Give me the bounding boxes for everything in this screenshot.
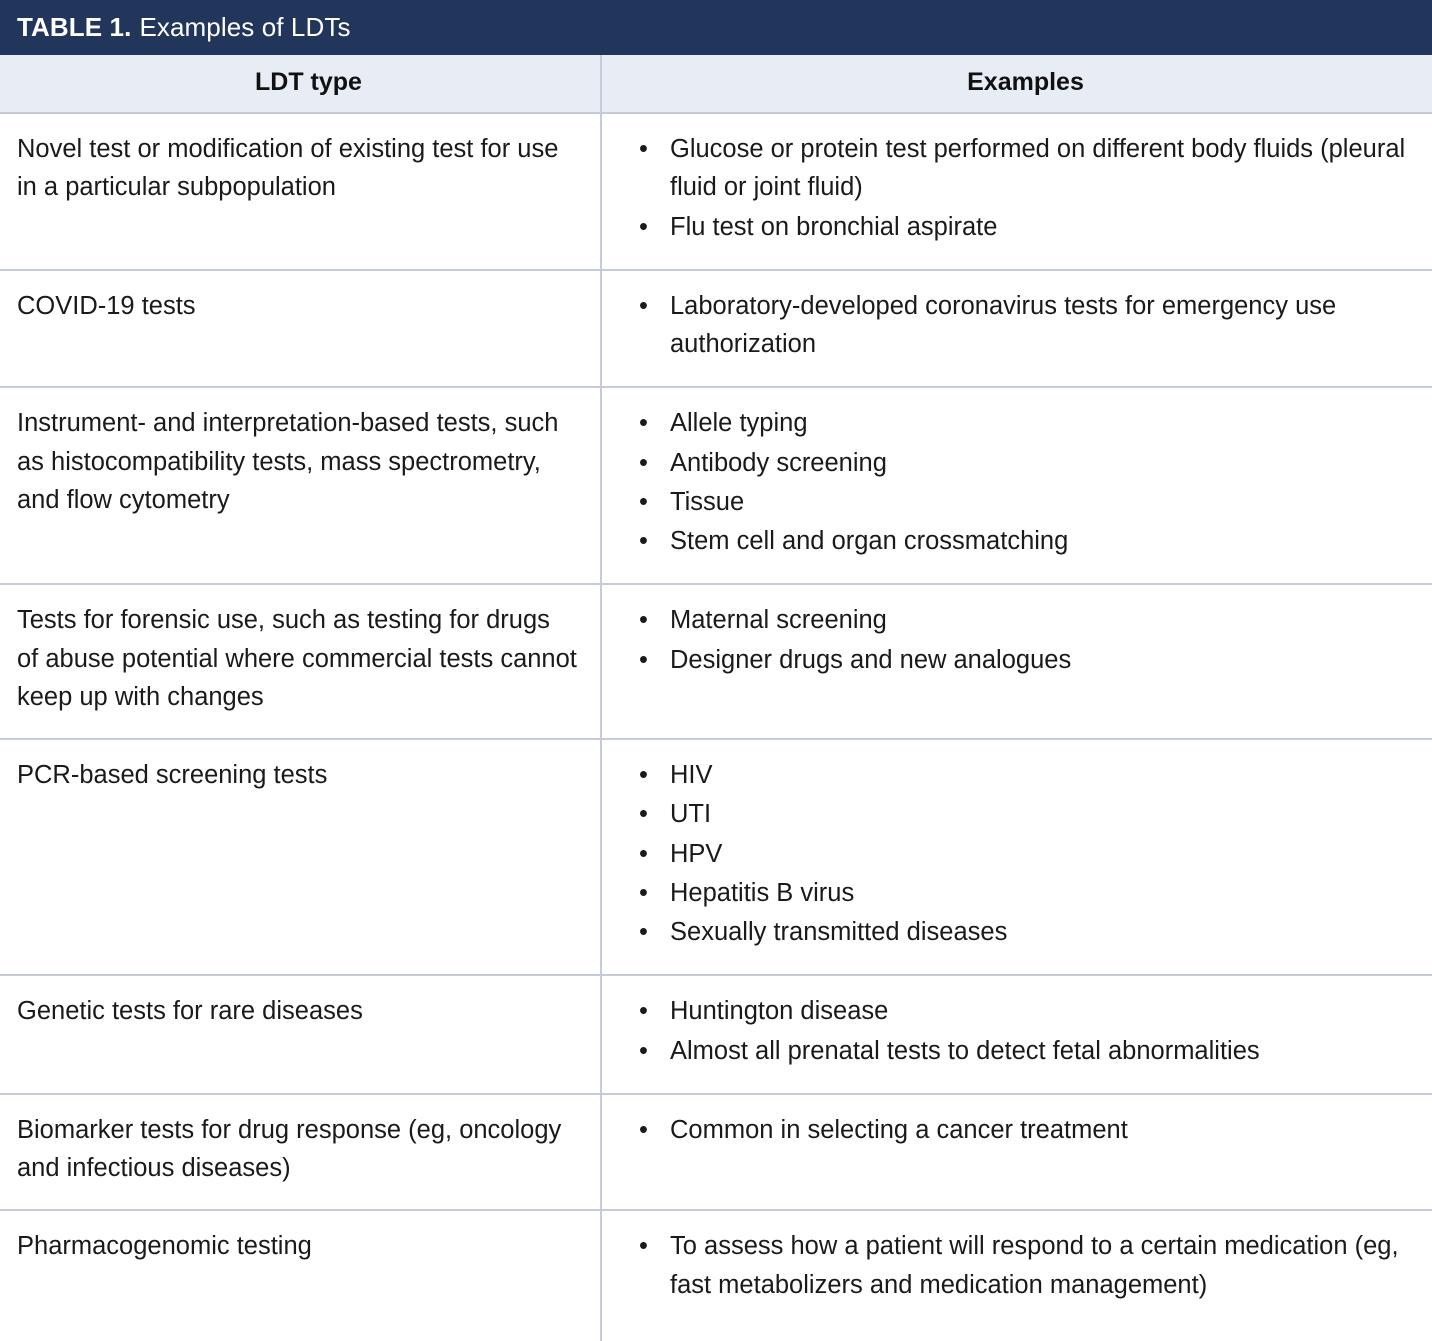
list-item bbox=[619, 1227, 1414, 1304]
list-item-text: HIV bbox=[670, 761, 713, 789]
bullet-icon: • bbox=[639, 606, 648, 635]
cell-ldt-type: Novel test or modification of existing test for use in a particular subpopulation bbox=[0, 113, 601, 270]
bullet-icon: • bbox=[639, 1232, 648, 1261]
list-item-text: Tissue bbox=[670, 487, 745, 516]
list-item bbox=[619, 130, 1414, 207]
table-row bbox=[0, 975, 1432, 1094]
table-row bbox=[0, 1210, 1432, 1341]
bullet-icon: • bbox=[639, 487, 648, 516]
cell-examples bbox=[601, 387, 1432, 584]
list-item bbox=[619, 287, 1414, 364]
bullet-icon: • bbox=[639, 997, 648, 1026]
cell-examples bbox=[601, 739, 1432, 975]
list-item-text: UTI bbox=[670, 800, 712, 829]
cell-ldt-type: COVID-19 tests bbox=[0, 270, 601, 388]
table-row bbox=[0, 584, 1432, 739]
cell-examples bbox=[601, 270, 1432, 388]
cell-examples bbox=[601, 1094, 1432, 1211]
bullet-icon: • bbox=[639, 448, 648, 477]
list-item bbox=[619, 913, 1414, 951]
ldt-examples-table bbox=[0, 55, 1432, 1341]
list-item bbox=[619, 522, 1414, 560]
bullet-icon: • bbox=[639, 527, 648, 555]
column-header-ldt-type: LDT type bbox=[0, 55, 601, 113]
table-body bbox=[0, 113, 1432, 1341]
list-item bbox=[619, 874, 1414, 912]
list-item bbox=[619, 404, 1414, 442]
list-item-text: Maternal screening bbox=[670, 606, 887, 635]
table-header-row bbox=[0, 55, 1432, 113]
list-item bbox=[619, 208, 1414, 246]
cell-ldt-type: Instrument- and interpretation-based tests, such as histocompatibility tests, mass spectrometry, and flow cytometry bbox=[0, 387, 601, 584]
table-title-bar bbox=[0, 0, 1432, 55]
list-item-text: To assess how a patient will respond to a certain medication (eg, fast metabolizers and medication management) bbox=[670, 1232, 1399, 1299]
table-row bbox=[0, 270, 1432, 388]
bullet-icon: • bbox=[639, 878, 648, 907]
bullet-icon: • bbox=[639, 839, 648, 868]
examples-list bbox=[619, 992, 1414, 1070]
list-item bbox=[619, 444, 1414, 482]
list-item bbox=[619, 835, 1414, 873]
examples-list bbox=[619, 1227, 1414, 1304]
cell-ldt-type: PCR-based screening tests bbox=[0, 739, 601, 975]
list-item-text: Glucose or protein test performed on different body fluids (pleural fluid or joint fluid) bbox=[670, 135, 1406, 202]
list-item-text: Sexually transmitted diseases bbox=[670, 918, 1008, 946]
list-item-text: Flu test on bronchial aspirate bbox=[670, 212, 998, 241]
bullet-icon: • bbox=[639, 800, 648, 829]
list-item bbox=[619, 483, 1414, 521]
bullet-icon: • bbox=[639, 291, 648, 320]
list-item-text: HPV bbox=[670, 839, 723, 868]
examples-list bbox=[619, 404, 1414, 560]
examples-list bbox=[619, 130, 1414, 246]
table-row bbox=[0, 387, 1432, 584]
list-item-text: Designer drugs and new analogues bbox=[670, 645, 1072, 674]
bullet-icon: • bbox=[639, 761, 648, 789]
cell-examples bbox=[601, 975, 1432, 1094]
cell-examples bbox=[601, 1210, 1432, 1341]
cell-ldt-type: Genetic tests for rare diseases bbox=[0, 975, 601, 1094]
list-item-text: Allele typing bbox=[670, 409, 808, 438]
list-item-text: Hepatitis B virus bbox=[670, 878, 855, 907]
column-header-examples: Examples bbox=[601, 55, 1432, 113]
list-item bbox=[619, 601, 1414, 639]
examples-list bbox=[619, 601, 1414, 679]
list-item bbox=[619, 756, 1414, 794]
bullet-icon: • bbox=[639, 918, 648, 946]
bullet-icon: • bbox=[639, 212, 648, 241]
bullet-icon: • bbox=[639, 135, 648, 163]
list-item-text: Almost all prenatal tests to detect fetal abnormalities bbox=[670, 1036, 1260, 1065]
table-row bbox=[0, 1094, 1432, 1211]
table-row bbox=[0, 739, 1432, 975]
list-item bbox=[619, 641, 1414, 679]
list-item bbox=[619, 1111, 1414, 1149]
bullet-icon: • bbox=[639, 1036, 648, 1065]
examples-list bbox=[619, 756, 1414, 951]
examples-list bbox=[619, 1111, 1414, 1149]
bullet-icon: • bbox=[639, 1115, 648, 1144]
list-item-text: Stem cell and organ crossmatching bbox=[670, 527, 1069, 555]
table-number-label: TABLE 1. bbox=[17, 12, 132, 42]
list-item-text: Antibody screening bbox=[670, 448, 887, 477]
list-item bbox=[619, 795, 1414, 833]
table-row bbox=[0, 113, 1432, 270]
cell-examples bbox=[601, 584, 1432, 739]
list-item-text: Common in selecting a cancer treatment bbox=[670, 1115, 1128, 1144]
cell-ldt-type: Pharmacogenomic testing bbox=[0, 1210, 601, 1341]
cell-ldt-type: Tests for forensic use, such as testing for drugs of abuse potential where commercial tests cannot keep up with changes bbox=[0, 584, 601, 739]
list-item-text: Laboratory-developed coronavirus tests for emergency use authorization bbox=[670, 291, 1337, 358]
examples-list bbox=[619, 287, 1414, 364]
list-item bbox=[619, 992, 1414, 1030]
cell-examples bbox=[601, 113, 1432, 270]
list-item bbox=[619, 1032, 1414, 1070]
list-item-text: Huntington disease bbox=[670, 997, 889, 1026]
bullet-icon: • bbox=[639, 645, 648, 674]
table-title-text: Examples of LDTs bbox=[139, 12, 351, 42]
cell-ldt-type: Biomarker tests for drug response (eg, oncology and infectious diseases) bbox=[0, 1094, 601, 1211]
bullet-icon: • bbox=[639, 409, 648, 438]
